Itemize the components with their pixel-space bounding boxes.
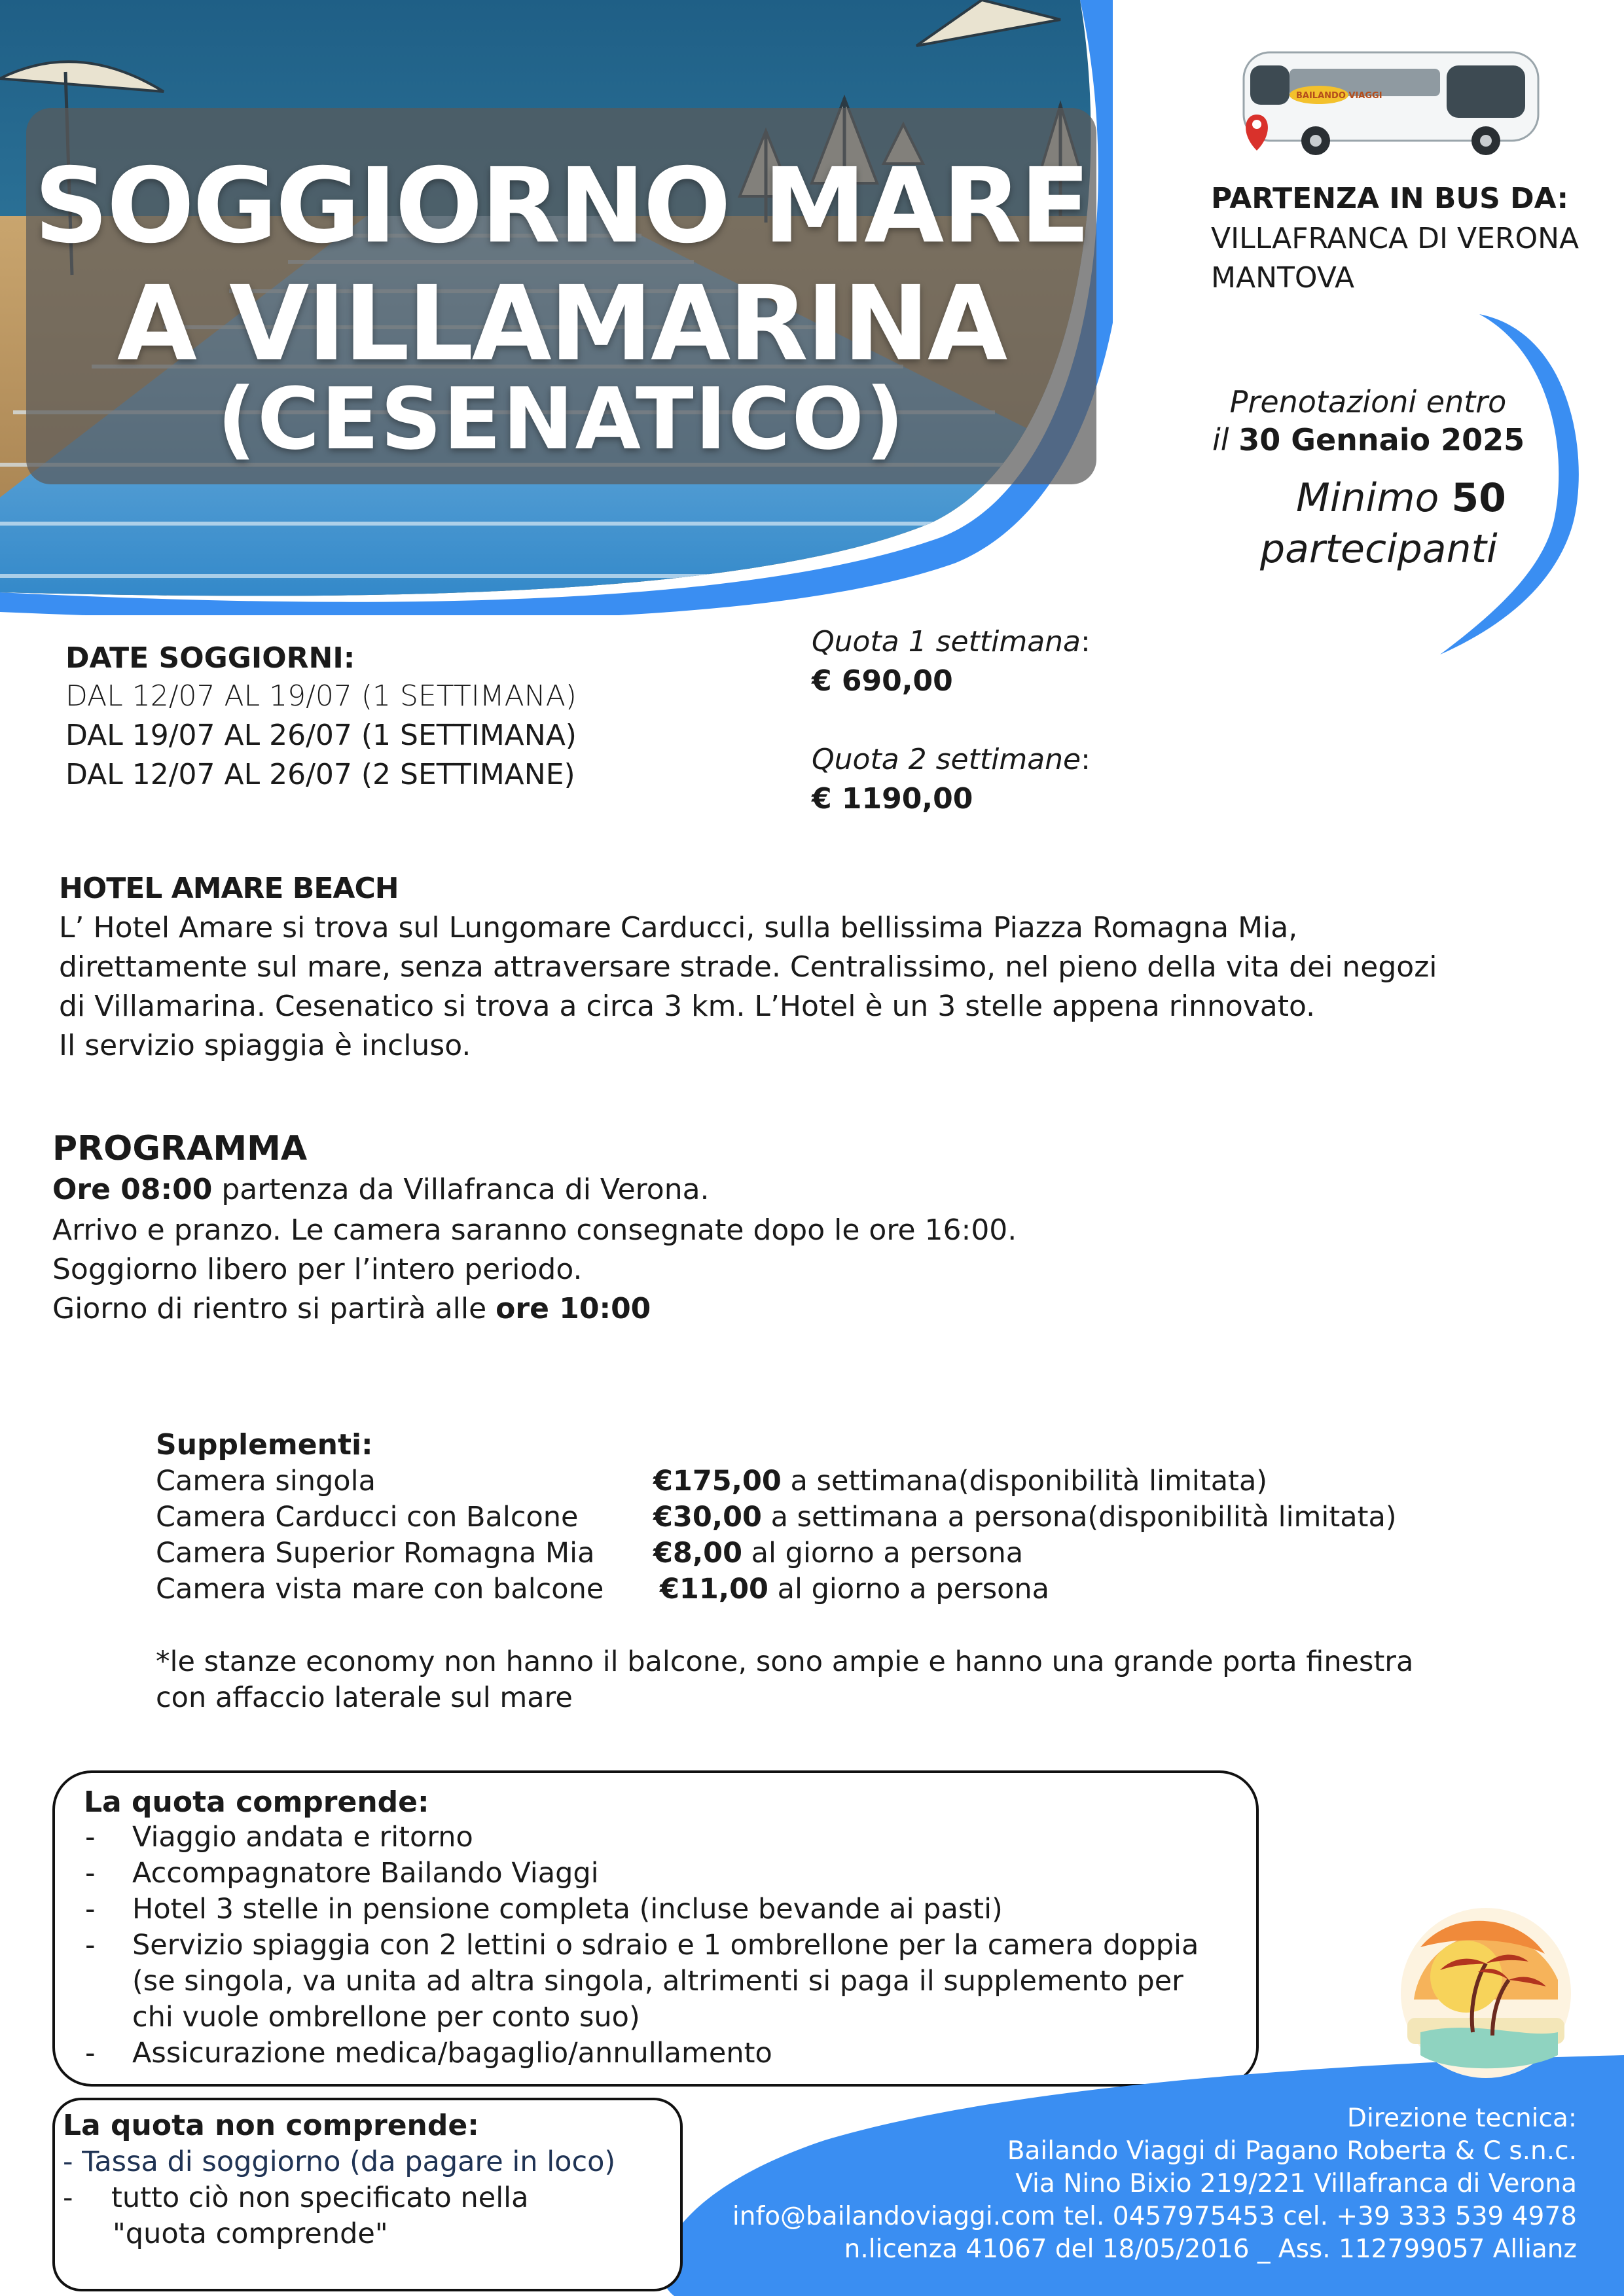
supplements-heading: Supplementi:: [156, 1428, 373, 1462]
title-line-1: SOGGIORNO MARE: [34, 146, 1089, 266]
includes-dash-1: -: [85, 1821, 96, 1854]
price-week2-value: € 1190,00: [812, 782, 973, 816]
supplements-note-1: *le stanze economy non hanno il balcone, sono ampie e hanno una grande porta finestra: [156, 1645, 1414, 1678]
excludes-heading: La quota non comprende:: [63, 2109, 479, 2142]
footer-line-5: n.licenza 41067 del 18/05/2016 _ Ass. 112799057 Allianz: [844, 2234, 1577, 2264]
departure-city-1: VILLAFRANCA DI VERONA: [1211, 222, 1579, 255]
dates-heading: DATE SOGGIORNI:: [65, 641, 355, 675]
includes-dash-2: -: [85, 1857, 96, 1890]
includes-dash-5: -: [85, 2037, 96, 2070]
price-week1-value: € 690,00: [812, 664, 953, 698]
hotel-line-2: direttamente sul mare, senza attraversare strade. Centralissimo, nel pieno della vita dei negozi: [59, 950, 1437, 984]
bus-brand: BAILANDO VIAGGI: [1296, 91, 1382, 101]
minimum-line: [1296, 473, 1506, 524]
minimum-suffix: partecipanti: [1260, 526, 1498, 572]
footer-line-2: Bailando Viaggi di Pagano Roberta & C s.n.c.: [1007, 2136, 1577, 2166]
footer-line-1: Direzione tecnica:: [1346, 2104, 1577, 2133]
hotel-line-4: Il servizio spiaggia è incluso.: [59, 1029, 471, 1062]
program-line-1: Ore 08:00 partenza da Villafranca di Verona.: [52, 1173, 710, 1206]
includes-item-4-cont-1: (se singola, va unita ad altra singola, altrimenti si paga il supplemento per: [132, 1965, 1183, 1998]
title-line-3: (CESENATICO): [217, 369, 906, 469]
excludes-item-2: tutto ciò non specificato nella: [111, 2181, 529, 2214]
footer-email-phone[interactable]: info@bailandoviaggi.com tel. 0457975453 cel. +39 333 539 4978: [732, 2202, 1577, 2231]
includes-item-1: Viaggio andata e ritorno: [132, 1821, 473, 1854]
includes-item-3: Hotel 3 stelle in pensione completa (incluse bevande ai pasti): [132, 1893, 1003, 1926]
includes-item-2: Accompagnatore Bailando Viaggi: [132, 1857, 599, 1890]
supplements-note-2: con affaccio laterale sul mare: [156, 1681, 573, 1714]
excludes-item-2-cont: "quota comprende": [113, 2217, 388, 2250]
booking-date: 30 Gennaio 2025: [1238, 422, 1525, 457]
supplement-row-2: Camera Carducci con Balcone €30,00 a settimana a persona(disponibilità limitata): [156, 1501, 1397, 1534]
includes-item-4-cont-2: chi vuole ombrellone per conto suo): [132, 2001, 640, 2034]
includes-dash-3: -: [85, 1893, 96, 1926]
includes-item-4: Servizio spiaggia con 2 lettini o sdraio e 1 ombrellone per la camera doppia: [132, 1929, 1199, 1962]
program-line-3: Soggiorno libero per l’intero periodo.: [52, 1253, 583, 1286]
bus-icon: [1237, 46, 1551, 157]
includes-heading: La quota comprende:: [84, 1785, 429, 1819]
includes-item-5: Assicurazione medica/bagaglio/annullamento: [132, 2037, 772, 2070]
hotel-line-3: di Villamarina. Cesenatico si trova a circa 3 km. L’Hotel è un 3 stelle appena rinnovato.: [59, 990, 1316, 1023]
program-heading: PROGRAMMA: [52, 1129, 308, 1168]
supplement-row-1: Camera singola €175,00 a settimana(disponibilità limitata): [156, 1465, 1268, 1498]
dates-item-1: DAL 12/07 AL 19/07 (1 SETTIMANA): [65, 679, 577, 713]
title-line-2: A VILLAMARINA: [117, 264, 1006, 384]
supplement-row-4: Camera vista mare con balcone €11,00 al giorno a persona: [156, 1573, 1050, 1605]
palm-sunset-logo-icon: [1394, 1901, 1578, 2085]
departure-heading: PARTENZA IN BUS DA:: [1211, 182, 1569, 215]
booking-line-1: Prenotazioni entro: [1229, 384, 1507, 420]
price-week2-label: Quota 2 settimane:: [812, 743, 1091, 776]
footer-line-3: Via Nino Bixio 219/221 Villafranca di Verona: [1015, 2169, 1577, 2198]
hotel-line-1: L’ Hotel Amare si trova sul Lungomare Carducci, sulla bellissima Piazza Romagna Mia,: [59, 911, 1298, 944]
includes-dash-4: -: [85, 1929, 96, 1962]
booking-prefix: il: [1212, 422, 1239, 457]
program-line-2: Arrivo e pranzo. Le camera saranno consegnate dopo le ore 16:00.: [52, 1213, 1017, 1247]
program-line-4: Giorno di rientro si partirà alle ore 10:00: [52, 1292, 651, 1325]
departure-city-2: MANTOVA: [1211, 261, 1355, 295]
excludes-item-1: - Tassa di soggiorno (da pagare in loco): [63, 2145, 616, 2178]
dates-item-3: DAL 12/07 AL 26/07 (2 SETTIMANE): [65, 758, 575, 791]
dates-item-2: DAL 19/07 AL 26/07 (1 SETTIMANA): [65, 719, 577, 752]
minimum-number: 50: [1451, 475, 1506, 521]
price-week1-label: Quota 1 settimana:: [812, 625, 1091, 658]
supplement-row-3: Camera Superior Romagna Mia €8,00 al giorno a persona: [156, 1537, 1024, 1570]
booking-line-2: [1212, 421, 1525, 459]
excludes-dash-2: -: [63, 2181, 73, 2214]
hotel-heading: HOTEL AMARE BEACH: [59, 872, 399, 905]
minimum-prefix: Minimo: [1296, 475, 1452, 521]
